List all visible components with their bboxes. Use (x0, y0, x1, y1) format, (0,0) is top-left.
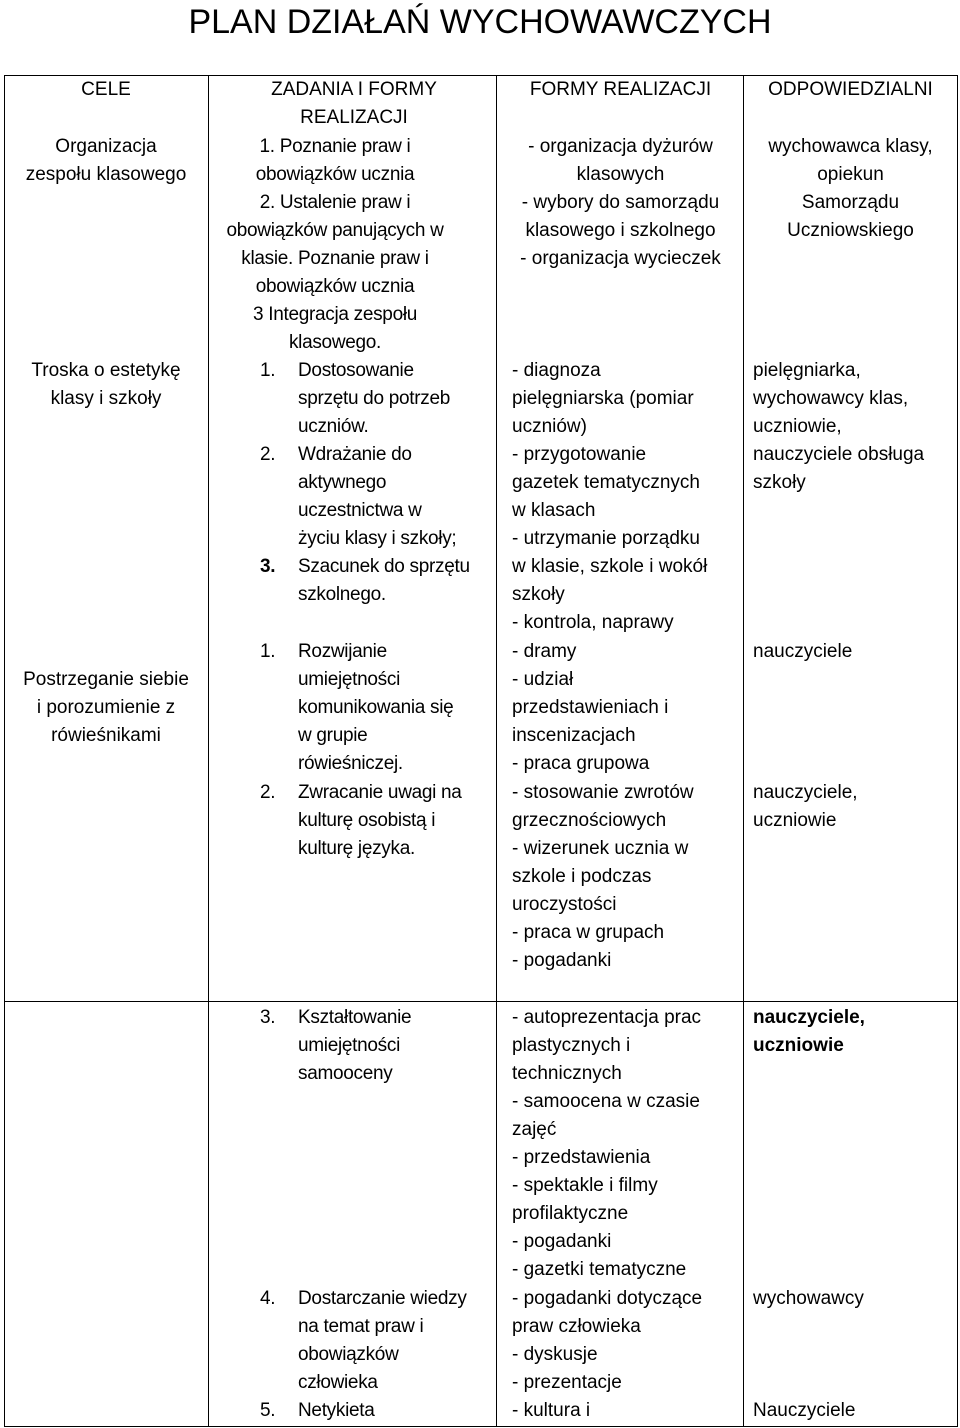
zadanie-line: Netykieta (298, 1400, 375, 1421)
forma-line: - spektakle i filmy (512, 1175, 658, 1196)
zadanie-line: obowiązków panujących w (226, 220, 444, 241)
formy-samoocena (512, 1004, 743, 1284)
forma-line: klasowego i szkolnego (525, 220, 716, 241)
forma-line: klasowych (576, 164, 665, 185)
header-odpowiedzialni-label: ODPOWIEDZIALNI (768, 79, 933, 100)
cel-line: zespołu klasowego (25, 164, 187, 185)
cel-line: Organizacja (55, 136, 157, 157)
forma-line: profilaktyczne (512, 1203, 629, 1224)
table-border-right (957, 75, 958, 1427)
cel-organizacja (4, 133, 208, 189)
forma-line: - utrzymanie porządku (512, 528, 700, 549)
header-odpowiedzialni (744, 76, 957, 104)
zadanie-text (298, 553, 470, 609)
zadanie-line: w grupie (298, 725, 368, 746)
odp-line: wychowawca klasy, (768, 136, 933, 157)
table-border-bottom (4, 1426, 958, 1427)
zadanie-line: umiejętności (298, 1035, 401, 1056)
zadanie-text (298, 357, 450, 441)
zadanie-text (298, 441, 456, 553)
column-divider-1 (208, 75, 209, 1427)
zadanie-number: 3. (260, 1007, 276, 1028)
zadanie-line: życiu klasy i szkoły; (298, 528, 457, 549)
forma-line: uczniów) (512, 416, 587, 437)
zadanie-line: człowieka (298, 1372, 378, 1393)
zadanie-line: komunikowania się (298, 697, 454, 718)
forma-line: - organizacja dyżurów (528, 136, 713, 157)
formy-prawa-czlowieka (512, 1285, 743, 1397)
forma-line: - samoocena w czasie (512, 1091, 700, 1112)
zadanie-line: Zwracanie uwagi na (298, 782, 462, 803)
zadanie-number: 4. (260, 1288, 276, 1309)
forma-line: - wybory do samorządu (521, 192, 720, 213)
table-border-left (4, 75, 5, 1427)
zadanie-line: Rozwijanie (298, 641, 387, 662)
forma-line: - pogadanki (512, 1231, 612, 1252)
zadanie-line: kulturę języka. (298, 838, 415, 859)
zadanie-text (298, 1285, 467, 1397)
forma-line: - stosowanie zwrotów (512, 782, 694, 803)
odpowiedzialni-samoocena (753, 1004, 957, 1060)
cel-line: i porozumienie z (36, 697, 176, 718)
zadanie-line: obowiązków (298, 1344, 399, 1365)
odpowiedzialni-postrzeganie-a (753, 638, 957, 666)
odpowiedzialni-organizacja (744, 133, 957, 245)
forma-line: - udział (512, 669, 574, 690)
zadanie-line: klasie. Poznanie praw i (241, 248, 429, 269)
zadanie-item (260, 1004, 496, 1088)
cel-line: Postrzeganie siebie (23, 669, 189, 690)
odpowiedzialni-netykieta (753, 1397, 957, 1425)
forma-line: szkoły (512, 584, 565, 605)
forma-line: - prezentacje (512, 1372, 622, 1393)
zadanie-item (260, 357, 496, 441)
zadanie-text (298, 638, 453, 778)
forma-line: technicznych (512, 1063, 622, 1084)
zadanie-number: 3. (260, 556, 276, 577)
forma-line: gazetek tematycznych (512, 472, 700, 493)
formy-postrzeganie-a (512, 638, 743, 778)
zadanie-item (260, 779, 496, 863)
forma-line: zajęć (512, 1119, 557, 1140)
zadanie-text (298, 1397, 375, 1425)
cel-troska (4, 357, 208, 413)
cel-line: Troska o estetykę (31, 360, 181, 381)
forma-line: - dramy (512, 641, 577, 662)
zadanie-number: 5. (260, 1400, 276, 1421)
zadanie-item (260, 638, 496, 778)
zadanie-line: Kształtowanie (298, 1007, 412, 1028)
forma-line: - diagnoza (512, 360, 601, 381)
zadanie-line: Wdrażanie do (298, 444, 412, 465)
zadanie-item (260, 1285, 496, 1397)
forma-line: - pogadanki (512, 950, 612, 971)
zadanie-line: szkolnego. (298, 584, 386, 605)
formy-troska (512, 357, 743, 637)
forma-line: przedstawieniach i (512, 697, 669, 718)
forma-line: pielęgniarska (pomiar (512, 388, 694, 409)
odp-line: szkoły (753, 472, 806, 493)
odpowiedzialni-troska (753, 357, 957, 497)
formy-netykieta (512, 1397, 743, 1425)
odp-line: Uczniowskiego (787, 220, 914, 241)
zadanie-line: rówieśniczej. (298, 753, 403, 774)
forma-line: - wizerunek ucznia w (512, 838, 689, 859)
zadanie-line: obowiązków ucznia (255, 276, 415, 297)
odp-line: uczniowie, (753, 416, 842, 437)
zadanie-line: umiejętności (298, 669, 401, 690)
forma-line: w klasie, szkole i wokół (512, 556, 708, 577)
odp-line: nauczyciele, (753, 1007, 865, 1028)
odp-line: wychowawcy (753, 1288, 864, 1309)
zadania-organizacja (210, 133, 460, 357)
zadanie-line: klasowego. (288, 332, 382, 353)
table-border-mid (4, 1001, 958, 1002)
zadanie-line: uczestnictwa w (298, 500, 422, 521)
odpowiedzialni-prawa-czlowieka (753, 1285, 957, 1313)
zadanie-text (298, 779, 462, 863)
zadanie-line: uczniów. (298, 416, 369, 437)
zadanie-number: 2. (260, 444, 276, 465)
odp-line: nauczyciele, (753, 782, 858, 803)
zadanie-line: samooceny (298, 1063, 393, 1084)
odpowiedzialni-postrzeganie-b (753, 779, 957, 835)
forma-line: - przygotowanie (512, 444, 647, 465)
forma-line: szkole i podczas (512, 866, 652, 887)
odp-line: Samorządu (801, 192, 900, 213)
forma-line: uroczystości (512, 894, 617, 915)
zadanie-line: Dostarczanie wiedzy (298, 1288, 467, 1309)
zadanie-number: 2. (260, 782, 276, 803)
column-divider-2 (496, 75, 497, 1427)
odp-line: nauczyciele obsługa (753, 444, 925, 465)
zadanie-item (260, 553, 496, 609)
header-zadania (212, 76, 496, 132)
forma-line: w klasach (512, 500, 596, 521)
zadanie-line: 2. Ustalenie praw i (259, 192, 411, 213)
odp-line: wychowawcy klas, (753, 388, 909, 409)
zadanie-item (260, 441, 496, 553)
forma-line: plastycznych i (512, 1035, 631, 1056)
odp-line: nauczyciele (753, 641, 853, 662)
zadanie-line: sprzętu do potrzeb (298, 388, 450, 409)
page-title: PLAN DZIAŁAŃ WYCHOWAWCZYCH (188, 3, 772, 41)
header-formy-label: FORMY REALIZACJI (529, 79, 712, 100)
column-divider-3 (743, 75, 744, 1427)
forma-line: - praca w grupach (512, 922, 665, 943)
formy-organizacja (498, 133, 743, 273)
zadanie-number: 1. (260, 360, 276, 381)
odp-line: pielęgniarka, (753, 360, 861, 381)
odp-line: uczniowie (753, 1035, 844, 1056)
zadanie-number: 1. (260, 641, 276, 662)
forma-line: grzecznościowych (512, 810, 667, 831)
forma-line: inscenizacjach (512, 725, 636, 746)
forma-line: - autoprezentacja prac (512, 1007, 702, 1028)
forma-line: - dyskusje (512, 1344, 598, 1365)
zadanie-line: kulturę osobistą i (298, 810, 436, 831)
zadanie-line: 3 Integracja zespołu (252, 304, 418, 325)
forma-line: - przedstawienia (512, 1147, 651, 1168)
zadanie-line: 1. Poznanie praw i (259, 136, 411, 157)
forma-line: praw człowieka (512, 1316, 641, 1337)
forma-line: - praca grupowa (512, 753, 650, 774)
forma-line: - pogadanki dotyczące (512, 1288, 703, 1309)
zadanie-text (298, 1004, 411, 1088)
header-formy (498, 76, 743, 104)
forma-line: - kultura i (512, 1400, 591, 1421)
odp-line: Nauczyciele (753, 1400, 856, 1421)
zadanie-line: aktywnego (298, 472, 387, 493)
header-zadania-line-2: REALIZACJI (300, 107, 408, 128)
header-zadania-line-1: ZADANIA I FORMY (271, 79, 437, 100)
forma-line: - organizacja wycieczek (520, 248, 721, 269)
zadanie-line: Dostosowanie (298, 360, 414, 381)
odp-line: opiekun (817, 164, 884, 185)
cel-line: rówieśnikami (51, 725, 161, 746)
zadanie-item (260, 1397, 496, 1425)
zadanie-line: Szacunek do sprzętu (298, 556, 470, 577)
zadanie-line: na temat praw i (298, 1316, 424, 1337)
cel-postrzeganie (4, 666, 208, 750)
cel-line: klasy i szkoły (50, 388, 162, 409)
forma-line: - kontrola, naprawy (512, 612, 674, 633)
forma-line: - gazetki tematyczne (512, 1259, 687, 1280)
header-cele-label: CELE (81, 79, 131, 100)
zadanie-line: obowiązków ucznia (255, 164, 415, 185)
header-cele (4, 76, 208, 104)
formy-postrzeganie-b (512, 779, 743, 975)
odp-line: uczniowie (753, 810, 837, 831)
